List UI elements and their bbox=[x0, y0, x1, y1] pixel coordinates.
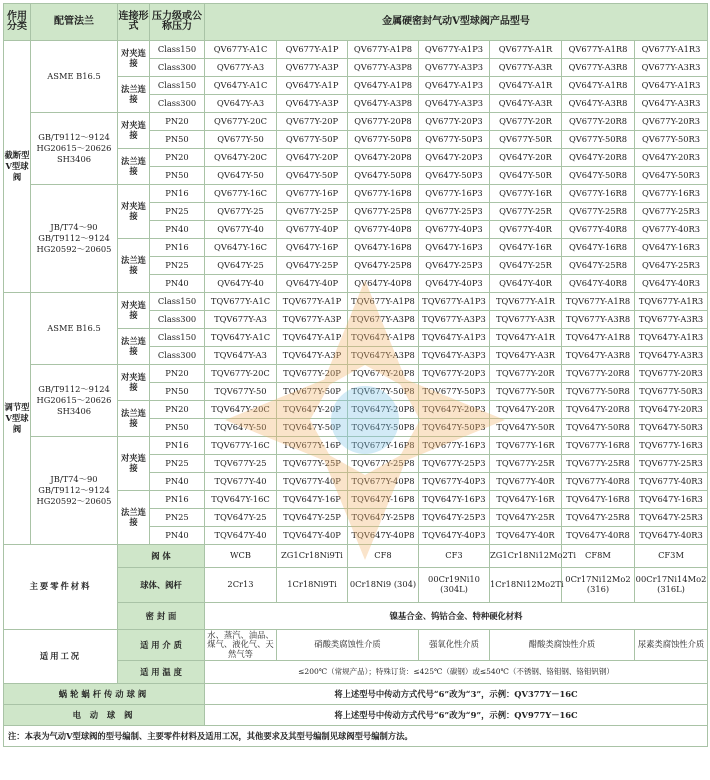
header-flange: 配管法兰 bbox=[31, 4, 118, 41]
connection-type-cell: 对夹连接 bbox=[118, 185, 150, 239]
model-cell: TQV647Y-A3P bbox=[277, 347, 348, 365]
model-cell: QV647Y-A1C bbox=[205, 77, 277, 95]
model-cell: QV677Y-16P3 bbox=[419, 185, 490, 203]
model-cell: TQV677Y-20R bbox=[490, 365, 562, 383]
model-cell: TQV647Y-A1C bbox=[205, 329, 277, 347]
pressure-cell: PN50 bbox=[150, 167, 205, 185]
model-cell: TQV677Y-A3P3 bbox=[419, 311, 490, 329]
medium-cell: 水、蒸汽、油品、煤气、液化气、天然气等 bbox=[205, 630, 277, 661]
model-cell: TQV647Y-50R3 bbox=[635, 419, 708, 437]
model-cell: QV677Y-A3R8 bbox=[562, 59, 635, 77]
connection-type-cell: 法兰连接 bbox=[118, 77, 150, 113]
model-cell: QV677Y-16P bbox=[277, 185, 348, 203]
model-cell: QV677Y-16R8 bbox=[562, 185, 635, 203]
pressure-cell: Class150 bbox=[150, 77, 205, 95]
model-cell: QV677Y-50P bbox=[277, 131, 348, 149]
model-cell: TQV647Y-50 bbox=[205, 419, 277, 437]
pressure-cell: PN20 bbox=[150, 401, 205, 419]
model-cell: QV677Y-40P8 bbox=[348, 221, 419, 239]
model-cell: QV647Y-A1R8 bbox=[562, 77, 635, 95]
model-cell: TQV677Y-25R3 bbox=[635, 455, 708, 473]
model-cell: QV677Y-25P bbox=[277, 203, 348, 221]
model-cell: TQV647Y-40R3 bbox=[635, 527, 708, 545]
pressure-cell: PN20 bbox=[150, 113, 205, 131]
model-cell: QV677Y-20R8 bbox=[562, 113, 635, 131]
model-cell: QV677Y-50R3 bbox=[635, 131, 708, 149]
model-cell: TQV677Y-A3P bbox=[277, 311, 348, 329]
pressure-cell: Class300 bbox=[150, 59, 205, 77]
model-cell: QV677Y-20R3 bbox=[635, 113, 708, 131]
valve-model-table bbox=[3, 3, 708, 747]
model-cell: TQV677Y-A3R3 bbox=[635, 311, 708, 329]
model-cell: QV647Y-40R bbox=[490, 275, 562, 293]
ball-material-cell: 00Cr17Ni14Mo2 (316L) bbox=[635, 568, 708, 603]
model-cell: QV647Y-20P bbox=[277, 149, 348, 167]
materials-section-label: 主要零件材料 bbox=[4, 545, 118, 630]
model-cell: QV677Y-A3 bbox=[205, 59, 277, 77]
model-cell: TQV677Y-25P bbox=[277, 455, 348, 473]
model-cell: QV677Y-40R bbox=[490, 221, 562, 239]
model-cell: TQV677Y-20P3 bbox=[419, 365, 490, 383]
model-cell: TQV647Y-40P3 bbox=[419, 527, 490, 545]
model-cell: TQV677Y-25 bbox=[205, 455, 277, 473]
model-cell: QV677Y-40P3 bbox=[419, 221, 490, 239]
model-cell: QV677Y-16R bbox=[490, 185, 562, 203]
model-cell: TQV647Y-25R8 bbox=[562, 509, 635, 527]
connection-type-cell: 法兰连接 bbox=[118, 329, 150, 365]
model-cell: QV647Y-20R3 bbox=[635, 149, 708, 167]
model-cell: QV647Y-50R3 bbox=[635, 167, 708, 185]
pressure-cell: Class300 bbox=[150, 311, 205, 329]
model-cell: QV677Y-A1P3 bbox=[419, 41, 490, 59]
pressure-cell: PN40 bbox=[150, 275, 205, 293]
model-cell: TQV647Y-A3R8 bbox=[562, 347, 635, 365]
model-cell: TQV647Y-20R8 bbox=[562, 401, 635, 419]
flange-standard-cell: GB/T9112～9124 HG20615～20626 SH3406 bbox=[31, 365, 118, 437]
pressure-cell: PN25 bbox=[150, 203, 205, 221]
model-cell: TQV677Y-A3P8 bbox=[348, 311, 419, 329]
model-cell: QV677Y-20P8 bbox=[348, 113, 419, 131]
model-cell: TQV647Y-A1R bbox=[490, 329, 562, 347]
model-cell: TQV677Y-50R8 bbox=[562, 383, 635, 401]
model-cell: TQV647Y-25P3 bbox=[419, 509, 490, 527]
model-cell: QV647Y-20R bbox=[490, 149, 562, 167]
header-connection: 连接形式 bbox=[118, 4, 150, 41]
model-cell: TQV677Y-A1P8 bbox=[348, 293, 419, 311]
model-cell: QV677Y-A1R3 bbox=[635, 41, 708, 59]
medium-label: 适 用 介 质 bbox=[118, 630, 205, 661]
model-cell: QV647Y-A3 bbox=[205, 95, 277, 113]
model-cell: QV677Y-25 bbox=[205, 203, 277, 221]
model-cell: TQV647Y-A3R bbox=[490, 347, 562, 365]
footnote: 注：本表为气动V型球阀的型号编制、主要零件材料及适用工况，其他要求及其型号编制见球阀型号编制方法。 bbox=[4, 726, 708, 747]
flange-standard-cell: GB/T9112～9124 HG20615～20626 SH3406 bbox=[31, 113, 118, 185]
model-cell: TQV677Y-A1C bbox=[205, 293, 277, 311]
model-cell: TQV647Y-A1P bbox=[277, 329, 348, 347]
pressure-cell: PN50 bbox=[150, 383, 205, 401]
ball-material-cell: 2Cr13 bbox=[205, 568, 277, 603]
model-cell: TQV677Y-16R3 bbox=[635, 437, 708, 455]
connection-type-cell: 法兰连接 bbox=[118, 239, 150, 293]
model-cell: QV647Y-16R bbox=[490, 239, 562, 257]
pressure-cell: PN16 bbox=[150, 437, 205, 455]
model-cell: TQV677Y-40 bbox=[205, 473, 277, 491]
model-cell: TQV677Y-A1P3 bbox=[419, 293, 490, 311]
seal-material-cell: 镍基合金、钨钴合金、特种硬化材料 bbox=[205, 603, 708, 630]
connection-type-cell: 法兰连接 bbox=[118, 149, 150, 185]
model-cell: QV677Y-50P3 bbox=[419, 131, 490, 149]
model-cell: TQV647Y-25R3 bbox=[635, 509, 708, 527]
model-cell: TQV677Y-16P8 bbox=[348, 437, 419, 455]
model-cell: QV677Y-A3R bbox=[490, 59, 562, 77]
model-cell: TQV677Y-20R8 bbox=[562, 365, 635, 383]
model-cell: TQV677Y-40P bbox=[277, 473, 348, 491]
model-row bbox=[4, 41, 708, 59]
model-row bbox=[4, 293, 708, 311]
model-cell: QV677Y-25P3 bbox=[419, 203, 490, 221]
model-cell: TQV647Y-A1R8 bbox=[562, 329, 635, 347]
model-cell: QV647Y-16P8 bbox=[348, 239, 419, 257]
model-row bbox=[4, 437, 708, 455]
model-cell: TQV647Y-50R bbox=[490, 419, 562, 437]
seal-label: 密 封 面 bbox=[118, 603, 205, 630]
model-cell: TQV677Y-20P8 bbox=[348, 365, 419, 383]
pressure-cell: PN50 bbox=[150, 419, 205, 437]
model-cell: QV647Y-25R3 bbox=[635, 257, 708, 275]
model-cell: TQV677Y-40P8 bbox=[348, 473, 419, 491]
connection-type-cell: 对夹连接 bbox=[118, 293, 150, 329]
model-cell: TQV647Y-A1P3 bbox=[419, 329, 490, 347]
model-cell: TQV647Y-A3P8 bbox=[348, 347, 419, 365]
pressure-cell: PN40 bbox=[150, 473, 205, 491]
model-cell: TQV647Y-40 bbox=[205, 527, 277, 545]
model-cell: QV647Y-20P3 bbox=[419, 149, 490, 167]
model-cell: TQV647Y-16R8 bbox=[562, 491, 635, 509]
model-cell: QV677Y-20P bbox=[277, 113, 348, 131]
model-cell: QV677Y-A3P3 bbox=[419, 59, 490, 77]
model-cell: QV677Y-A3P8 bbox=[348, 59, 419, 77]
model-cell: TQV647Y-50P3 bbox=[419, 419, 490, 437]
model-cell: QV677Y-20P3 bbox=[419, 113, 490, 131]
model-cell: TQV647Y-50R8 bbox=[562, 419, 635, 437]
model-cell: TQV677Y-40P3 bbox=[419, 473, 490, 491]
header-pressure: 压力级或公称压力 bbox=[150, 4, 205, 41]
pressure-cell: Class150 bbox=[150, 329, 205, 347]
medium-row bbox=[4, 630, 708, 661]
model-cell: TQV647Y-16R3 bbox=[635, 491, 708, 509]
model-cell: TQV647Y-A1R3 bbox=[635, 329, 708, 347]
model-cell: QV677Y-A1C bbox=[205, 41, 277, 59]
drive-row bbox=[4, 684, 708, 705]
model-cell: QV677Y-A3R3 bbox=[635, 59, 708, 77]
model-cell: TQV647Y-40P bbox=[277, 527, 348, 545]
model-cell: QV647Y-50P3 bbox=[419, 167, 490, 185]
drive-text: 将上述型号中传动方式代号“6”改为“9”，示例：QV977Y－16C bbox=[205, 705, 708, 726]
model-cell: TQV677Y-25R bbox=[490, 455, 562, 473]
pressure-cell: PN16 bbox=[150, 491, 205, 509]
model-cell: TQV677Y-A3R8 bbox=[562, 311, 635, 329]
model-cell: TQV647Y-16P8 bbox=[348, 491, 419, 509]
header-category: 作用分类 bbox=[4, 4, 31, 41]
model-cell: TQV677Y-50R bbox=[490, 383, 562, 401]
model-cell: TQV647Y-16P3 bbox=[419, 491, 490, 509]
model-cell: QV647Y-50P8 bbox=[348, 167, 419, 185]
model-cell: TQV647Y-16P bbox=[277, 491, 348, 509]
flange-standard-cell: ASME B16.5 bbox=[31, 41, 118, 113]
model-cell: TQV677Y-A3R bbox=[490, 311, 562, 329]
model-cell: QV677Y-40R8 bbox=[562, 221, 635, 239]
model-cell: QV647Y-50R8 bbox=[562, 167, 635, 185]
model-cell: TQV677Y-50P3 bbox=[419, 383, 490, 401]
model-cell: TQV647Y-40R8 bbox=[562, 527, 635, 545]
model-cell: QV647Y-A1R bbox=[490, 77, 562, 95]
model-cell: TQV647Y-20R bbox=[490, 401, 562, 419]
model-cell: TQV647Y-A3P3 bbox=[419, 347, 490, 365]
connection-type-cell: 对夹连接 bbox=[118, 365, 150, 401]
model-cell: QV647Y-16C bbox=[205, 239, 277, 257]
model-cell: QV677Y-16C bbox=[205, 185, 277, 203]
pressure-cell: PN20 bbox=[150, 365, 205, 383]
model-cell: TQV647Y-20C bbox=[205, 401, 277, 419]
model-cell: TQV677Y-20P bbox=[277, 365, 348, 383]
body-material-cell: CF3 bbox=[419, 545, 490, 568]
body-material-cell: ZG1Cr18Ni12Mo2Ti bbox=[490, 545, 562, 568]
model-cell: QV647Y-40 bbox=[205, 275, 277, 293]
medium-cell: 硝酸类腐蚀性介质 bbox=[277, 630, 419, 661]
model-cell: TQV647Y-20P8 bbox=[348, 401, 419, 419]
category-cell: 截断型V型球阀 bbox=[4, 41, 31, 293]
connection-type-cell: 对夹连接 bbox=[118, 113, 150, 149]
flange-standard-cell: ASME B16.5 bbox=[31, 293, 118, 365]
model-cell: TQV647Y-20R3 bbox=[635, 401, 708, 419]
model-row bbox=[4, 365, 708, 383]
model-cell: QV677Y-16R3 bbox=[635, 185, 708, 203]
pressure-cell: Class300 bbox=[150, 347, 205, 365]
connection-type-cell: 法兰连接 bbox=[118, 491, 150, 545]
model-cell: TQV677Y-16P bbox=[277, 437, 348, 455]
model-cell: QV647Y-A3P bbox=[277, 95, 348, 113]
model-cell: QV677Y-16P8 bbox=[348, 185, 419, 203]
model-cell: QV647Y-40R3 bbox=[635, 275, 708, 293]
pressure-cell: PN16 bbox=[150, 185, 205, 203]
model-cell: QV677Y-A1R8 bbox=[562, 41, 635, 59]
model-cell: TQV647Y-25P bbox=[277, 509, 348, 527]
model-cell: TQV647Y-A3R3 bbox=[635, 347, 708, 365]
model-cell: TQV677Y-A1P bbox=[277, 293, 348, 311]
model-cell: QV647Y-20R8 bbox=[562, 149, 635, 167]
connection-type-cell: 法兰连接 bbox=[118, 401, 150, 437]
model-cell: QV647Y-A1P3 bbox=[419, 77, 490, 95]
model-cell: QV677Y-25R bbox=[490, 203, 562, 221]
model-cell: QV647Y-A3R8 bbox=[562, 95, 635, 113]
medium-cell: 强氧化性介质 bbox=[419, 630, 490, 661]
model-cell: QV647Y-A1P8 bbox=[348, 77, 419, 95]
drive-text: 将上述型号中传动方式代号“6”改为“3”，示例：QV377Y－16C bbox=[205, 684, 708, 705]
model-cell: QV677Y-20C bbox=[205, 113, 277, 131]
pressure-cell: PN25 bbox=[150, 257, 205, 275]
ball-material-cell: 00Cr19Ni10 (304L) bbox=[419, 568, 490, 603]
model-cell: TQV647Y-40P8 bbox=[348, 527, 419, 545]
drive-row bbox=[4, 705, 708, 726]
model-cell: QV647Y-16R8 bbox=[562, 239, 635, 257]
model-cell: TQV677Y-50P8 bbox=[348, 383, 419, 401]
model-cell: QV677Y-50R8 bbox=[562, 131, 635, 149]
body-material-cell: WCB bbox=[205, 545, 277, 568]
header-row bbox=[4, 4, 708, 41]
category-cell: 调节型V型球阀 bbox=[4, 293, 31, 545]
model-cell: TQV677Y-20R3 bbox=[635, 365, 708, 383]
pressure-cell: PN50 bbox=[150, 131, 205, 149]
pressure-cell: Class150 bbox=[150, 293, 205, 311]
model-row bbox=[4, 185, 708, 203]
pressure-cell: Class150 bbox=[150, 41, 205, 59]
body-label: 阀 体 bbox=[118, 545, 205, 568]
model-cell: QV647Y-16P3 bbox=[419, 239, 490, 257]
model-cell: QV647Y-25P8 bbox=[348, 257, 419, 275]
model-cell: QV647Y-25R bbox=[490, 257, 562, 275]
model-cell: QV677Y-40R3 bbox=[635, 221, 708, 239]
model-cell: QV677Y-50 bbox=[205, 131, 277, 149]
temperature-cell: ≤200℃（常规产品）；特殊订货：≤425℃（碳钢）或≤540℃（不锈钢、铬钼钢、铬钼钒钢） bbox=[205, 661, 708, 684]
model-cell: TQV647Y-16R bbox=[490, 491, 562, 509]
pressure-cell: Class300 bbox=[150, 95, 205, 113]
model-cell: TQV677Y-25R8 bbox=[562, 455, 635, 473]
model-cell: TQV647Y-20P3 bbox=[419, 401, 490, 419]
model-cell: QV647Y-A3P3 bbox=[419, 95, 490, 113]
model-cell: QV677Y-25R3 bbox=[635, 203, 708, 221]
pressure-cell: PN40 bbox=[150, 221, 205, 239]
model-cell: QV677Y-50P8 bbox=[348, 131, 419, 149]
model-cell: QV647Y-20P8 bbox=[348, 149, 419, 167]
model-cell: QV647Y-40P8 bbox=[348, 275, 419, 293]
drive-label: 电 动 球 阀 bbox=[4, 705, 205, 726]
model-cell: QV647Y-25 bbox=[205, 257, 277, 275]
body-material-cell: CF8 bbox=[348, 545, 419, 568]
model-cell: TQV647Y-25 bbox=[205, 509, 277, 527]
header-model-title: 金属硬密封气动V型球阀产品型号 bbox=[205, 4, 708, 41]
model-cell: TQV677Y-40R3 bbox=[635, 473, 708, 491]
model-cell: QV647Y-40P bbox=[277, 275, 348, 293]
model-cell: TQV647Y-25R bbox=[490, 509, 562, 527]
ball-stem-label: 球体、阀杆 bbox=[118, 568, 205, 603]
body-material-cell: CF3M bbox=[635, 545, 708, 568]
model-cell: QV647Y-A3R bbox=[490, 95, 562, 113]
pressure-cell: PN40 bbox=[150, 527, 205, 545]
model-cell: QV647Y-16P bbox=[277, 239, 348, 257]
medium-cell: 尿素类腐蚀性介质 bbox=[635, 630, 708, 661]
ball-material-cell: 1Cr18Ni12Mo2Ti bbox=[490, 568, 562, 603]
model-cell: TQV647Y-50P bbox=[277, 419, 348, 437]
model-cell: TQV677Y-20C bbox=[205, 365, 277, 383]
model-cell: TQV677Y-A3 bbox=[205, 311, 277, 329]
body-material-cell: ZG1Cr18Ni9Ti bbox=[277, 545, 348, 568]
model-cell: TQV647Y-A1P8 bbox=[348, 329, 419, 347]
model-cell: TQV677Y-A1R8 bbox=[562, 293, 635, 311]
body-material-cell: CF8M bbox=[562, 545, 635, 568]
model-cell: TQV677Y-16C bbox=[205, 437, 277, 455]
model-cell: QV677Y-25R8 bbox=[562, 203, 635, 221]
ball-material-cell: 0Cr18Ni9 (304) bbox=[348, 568, 419, 603]
model-cell: QV677Y-25P8 bbox=[348, 203, 419, 221]
model-cell: QV677Y-50R bbox=[490, 131, 562, 149]
model-cell: QV647Y-50R bbox=[490, 167, 562, 185]
model-cell: QV647Y-16R3 bbox=[635, 239, 708, 257]
model-cell: QV647Y-50P bbox=[277, 167, 348, 185]
temperature-label: 适 用 温 度 bbox=[118, 661, 205, 684]
model-cell: QV647Y-25R8 bbox=[562, 257, 635, 275]
model-cell: QV647Y-25P3 bbox=[419, 257, 490, 275]
model-cell: TQV677Y-40R8 bbox=[562, 473, 635, 491]
model-cell: TQV677Y-50R3 bbox=[635, 383, 708, 401]
model-cell: QV677Y-A1R bbox=[490, 41, 562, 59]
model-cell: QV647Y-20C bbox=[205, 149, 277, 167]
model-cell: TQV677Y-A1R3 bbox=[635, 293, 708, 311]
model-cell: TQV677Y-16R bbox=[490, 437, 562, 455]
model-cell: QV647Y-40R8 bbox=[562, 275, 635, 293]
pressure-cell: PN25 bbox=[150, 509, 205, 527]
model-cell: TQV677Y-16R8 bbox=[562, 437, 635, 455]
conditions-section-label: 适用工况 bbox=[4, 630, 118, 684]
model-cell: TQV647Y-40R bbox=[490, 527, 562, 545]
model-cell: TQV677Y-50 bbox=[205, 383, 277, 401]
model-cell: TQV647Y-A3 bbox=[205, 347, 277, 365]
model-cell: QV647Y-A3P8 bbox=[348, 95, 419, 113]
medium-cell: 醋酸类腐蚀性介质 bbox=[490, 630, 635, 661]
model-cell: TQV647Y-25P8 bbox=[348, 509, 419, 527]
model-cell: TQV677Y-25P3 bbox=[419, 455, 490, 473]
model-cell: QV677Y-A3P bbox=[277, 59, 348, 77]
pressure-cell: PN16 bbox=[150, 239, 205, 257]
model-cell: QV677Y-A1P bbox=[277, 41, 348, 59]
model-cell: QV677Y-A1P8 bbox=[348, 41, 419, 59]
pressure-cell: PN20 bbox=[150, 149, 205, 167]
model-cell: QV647Y-50 bbox=[205, 167, 277, 185]
drive-label: 蜗轮蜗杆传动球阀 bbox=[4, 684, 205, 705]
model-cell: TQV677Y-25P8 bbox=[348, 455, 419, 473]
model-row bbox=[4, 113, 708, 131]
model-cell: TQV677Y-16P3 bbox=[419, 437, 490, 455]
note-row bbox=[4, 726, 708, 747]
model-cell: TQV647Y-50P8 bbox=[348, 419, 419, 437]
ball-material-cell: 1Cr18Ni9Ti bbox=[277, 568, 348, 603]
model-cell: QV647Y-25P bbox=[277, 257, 348, 275]
model-cell: TQV677Y-50P bbox=[277, 383, 348, 401]
model-cell: TQV647Y-16C bbox=[205, 491, 277, 509]
flange-standard-cell: JB/T74～90 GB/T9112～9124 HG20592～20605 bbox=[31, 185, 118, 293]
model-cell: TQV647Y-20P bbox=[277, 401, 348, 419]
connection-type-cell: 对夹连接 bbox=[118, 437, 150, 491]
pressure-cell: PN25 bbox=[150, 455, 205, 473]
model-cell: QV677Y-40P bbox=[277, 221, 348, 239]
model-cell: TQV677Y-40R bbox=[490, 473, 562, 491]
flange-standard-cell: JB/T74～90 GB/T9112～9124 HG20592～20605 bbox=[31, 437, 118, 545]
model-cell: TQV677Y-A1R bbox=[490, 293, 562, 311]
model-cell: QV647Y-A3R3 bbox=[635, 95, 708, 113]
model-cell: QV647Y-A1R3 bbox=[635, 77, 708, 95]
model-cell: QV647Y-A1P bbox=[277, 77, 348, 95]
body-material-row bbox=[4, 545, 708, 568]
connection-type-cell: 对夹连接 bbox=[118, 41, 150, 77]
model-cell: QV677Y-20R bbox=[490, 113, 562, 131]
ball-material-cell: 0Cr17Ni12Mo2 (316) bbox=[562, 568, 635, 603]
model-cell: QV647Y-40P3 bbox=[419, 275, 490, 293]
model-cell: QV677Y-40 bbox=[205, 221, 277, 239]
